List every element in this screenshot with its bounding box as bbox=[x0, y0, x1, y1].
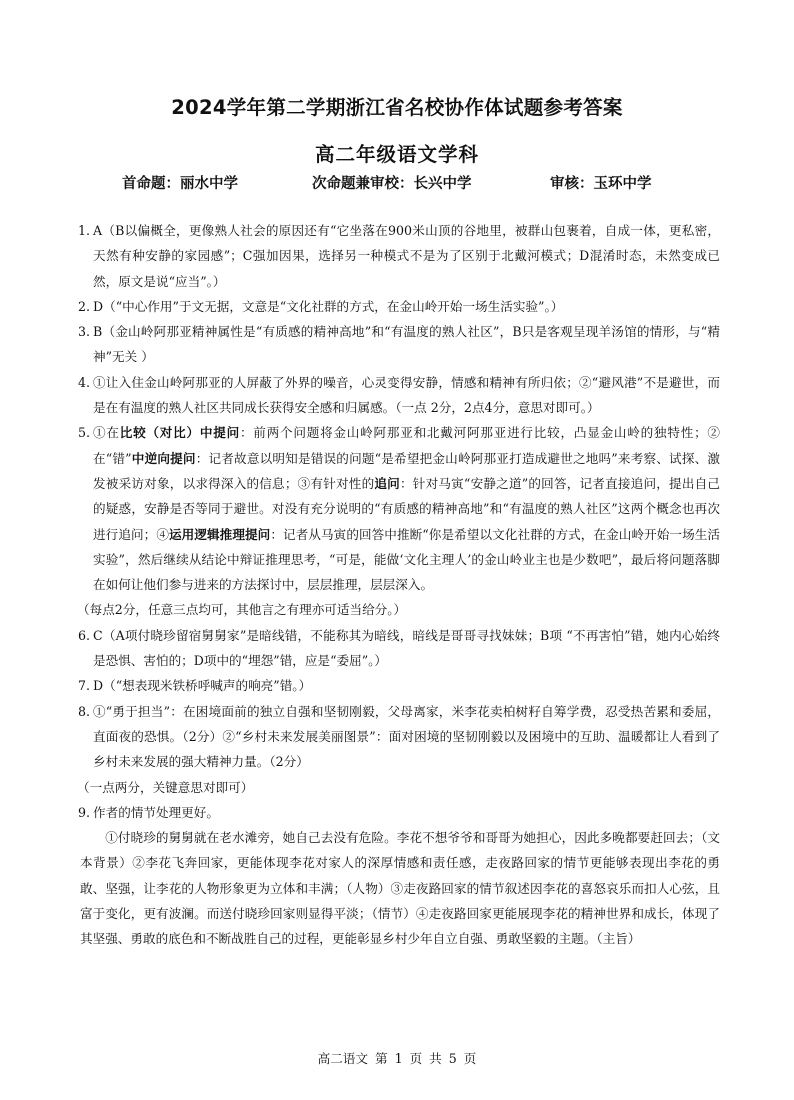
keyword-bold: 追问 bbox=[374, 475, 400, 491]
answer-number: 3. bbox=[78, 324, 91, 340]
answer-text: D（“中心作用”于文无据，文意是“文化社群的方式，在金山岭开始一场生活实验”。） bbox=[93, 298, 564, 314]
answer-text-part: ：记者故意以明知是错误的问题“是希望把金山岭阿那亚打造成避世之地吗”来考察、试探、激发被采访对象，以求得深入的信息；③有针对性的 bbox=[93, 450, 720, 491]
credit-reviewer: 审核：玉环中学 bbox=[550, 176, 652, 192]
answer-item-3 bbox=[80, 319, 720, 370]
answer-item-7 bbox=[80, 673, 720, 698]
answer-list bbox=[77, 218, 721, 952]
answer-text-part: ①在 bbox=[93, 425, 120, 441]
answer-text: D（“想表现米铁桥呼喊声的响亮”错。） bbox=[93, 678, 312, 694]
answer-number: 9. bbox=[78, 804, 91, 820]
answer-item-5 bbox=[80, 420, 720, 597]
answer-text-part: ：记者从马寅的回答中推断“你是希望以文化社群的方式，在金山岭开始一场生活实验”，然后继续从结论中辩证推理思考，“可是，能做‘文化主理人’的金山岭业主也是少数吧”，最后将问题落脚在如何让他们参与进来的方法探讨中，层层推理，层层深入。 bbox=[93, 526, 721, 593]
answer-item-1 bbox=[80, 218, 720, 294]
page-footer: 高二语文 第 1 页 共 5 页 bbox=[317, 1051, 477, 1066]
credit-second-setter: 次命题兼审校：长兴中学 bbox=[312, 176, 472, 192]
credits-line bbox=[122, 172, 682, 194]
answer-number: 4. bbox=[78, 374, 91, 390]
answer-item-9 bbox=[80, 800, 720, 825]
keyword-bold: 运用逻辑推理提问 bbox=[169, 526, 271, 542]
answer-number: 6. bbox=[78, 627, 91, 643]
answer-item-2 bbox=[80, 294, 720, 319]
answer-text: ①“勇于担当”：在困境面前的独立自强和坚韧刚毅，父母离家，米李花卖柏树籽自筹学费，忍受热苦累和委屈，直面夜的恐惧。（2分）②“乡村未来发展美丽图景”：面对困境的坚韧刚毅以及困境中的互助、温暖都让人看到了乡村未来发展的强大精神力量。（2分） bbox=[93, 703, 720, 770]
answer-number: 7. bbox=[78, 678, 91, 694]
scoring-note: （一点两分，关键意思对即可） bbox=[77, 779, 254, 795]
answer-item-4 bbox=[80, 370, 720, 421]
answer-text-part: ：针对马寅“安静之道”的回答，记者直接追问，提出自己的疑惑，安静是否等同于避世。对没有充分说明的“有质感的精神高地”和“有温度的熟人社区”这两个概念也再次进行追问；④ bbox=[93, 475, 721, 542]
answer-item-8 bbox=[80, 699, 720, 775]
answer-text: C（A项付晓珍留宿舅舅家”是暗线错，不能称其为暗线，暗线是哥哥寻找妹妹；B项 “不再害怕”错，她内心始终是恐惧、害怕的；D项中的“埋怨”错，应是“委屈”。） bbox=[93, 627, 720, 669]
answer-item-6 bbox=[80, 623, 720, 674]
keyword-bold: 中逆向提问 bbox=[131, 450, 196, 466]
answer-paragraph: ①付晓珍的舅舅就在老水滩旁，她自己去没有危险。李花不想爷爷和哥哥为她担心，因此多晚都要赶回去；（文本背景）②李花飞奔回家，更能体现李花对家人的深厚情感和责任感，走夜路回家的情节更能够表现出李花的勇敢、坚强，让李花的人物形象更为立体和丰满；（人物）③走夜路回家的情节叙述因李花的喜怒哀乐而扣人心弦，且富于变化，更有波澜。而送付晓珍回家则显得平淡；（情节）④走夜路回家更能展现李花的精神世界和成长，体现了其坚强、勇敢的底色和不断战胜自己的过程，更能彰显乡村少年自立自强、勇敢坚毅的主题。（主旨） bbox=[80, 830, 720, 947]
document-title: 2024学年第二学期浙江省名校协作体试题参考答案 bbox=[171, 96, 623, 119]
answer-text: 作者的情节处理更好。 bbox=[93, 804, 219, 820]
answer-number: 5. bbox=[78, 425, 91, 441]
answer-text: A（B以偏概全，更像熟人社会的原因还有“它坐落在900米山顶的谷地里，被群山包裹着，自成一体，更私密，天然有种安静的家园感”；C强加因果，选择另一种模式不是为了区别于北戴河模式；D混淆时态，未然变成已然，原文是说“应当”。） bbox=[93, 223, 720, 289]
answer-number: 8. bbox=[78, 703, 91, 719]
scoring-note: （每点2分，任意三点均可，其他言之有理亦可适当给分。） bbox=[77, 602, 407, 618]
credit-first-setter: 首命题：丽水中学 bbox=[122, 176, 238, 192]
answer-text-part: ：前两个问题将金山岭阿那亚和北戴河阿那亚进行比较，凸显金山岭的独特性；②在“错” bbox=[93, 425, 721, 466]
answer-text: B（金山岭阿那亚精神属性是“有质感的精神高地”和“有温度的熟人社区”，B只是客观呈现羊汤馆的情形，与“精神”无关 ） bbox=[93, 324, 720, 365]
answer-text: ①让入住金山岭阿那亚的人屏蔽了外界的噪音，心灵变得安静，情感和精神有所归依；②“避风港”不是避世，而是在有温度的熟人社区共同成长获得安全感和归属感。（一点 2分，2点4分，意思对即可。） bbox=[93, 374, 720, 416]
answer-number: 2. bbox=[78, 298, 91, 314]
keyword-bold: 比较（对比）中提问 bbox=[119, 425, 240, 441]
document-subtitle: 高二年级语文学科 bbox=[314, 143, 479, 166]
answer-number: 1. bbox=[78, 223, 91, 238]
